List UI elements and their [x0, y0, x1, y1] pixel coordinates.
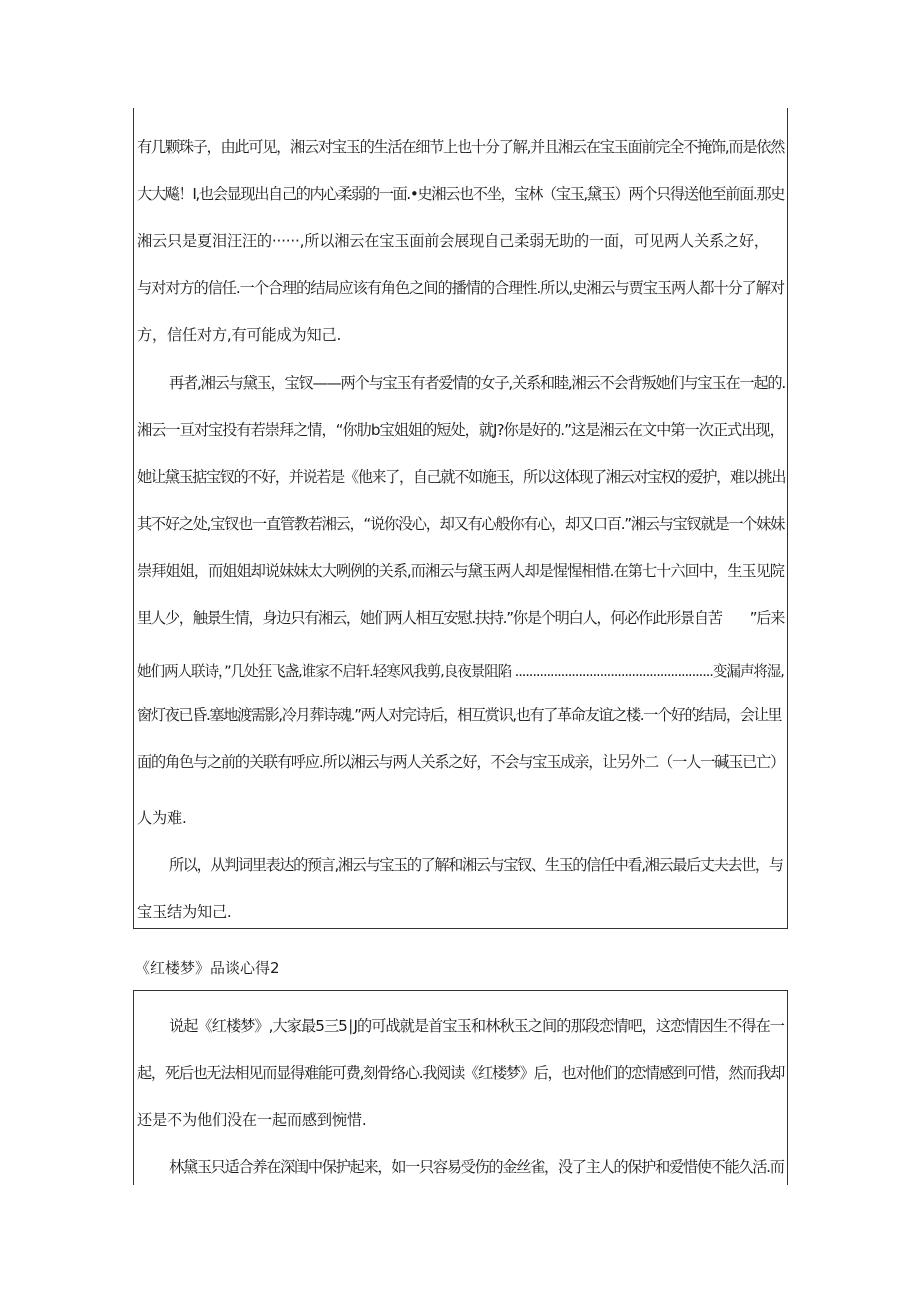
text-line: 起，死后也无法相见而显得难能可费,刻骨络心.我阅读《红楼梦》后，也对他们的恋情感到可惜，然而我却 — [137, 1064, 784, 1082]
text-line: 窗灯夜已昏.塞地渡需影,冷月葬诗魂.”两人对完诗后，相互赏识,也有了革命友谊之楼.一个好的结局，会让里 — [137, 706, 782, 724]
text-line: 与对对方的信任.一个合理的结局应该有角色之间的播情的合理性.所以,史湘云与贾宝玉两人都十分了解对 — [137, 279, 784, 297]
text-box-1 — [133, 108, 788, 929]
text-line: 宝玉结为知己. — [137, 903, 232, 921]
text-line: 林黛玉只适合养在深闺中保护起来，如一只容易受伤的金丝雀，没了主人的保护和爱惜使不能久活.而 — [169, 1158, 784, 1176]
text-line: 里人少，触景生情，身边只有湘云，她们两人相互安慰.扶持.”你是个明白人，何必作此形景自苦 ”后来 — [137, 609, 784, 627]
text-line: 面的角色与之前的关联有呼应.所以湘云与两人关系之好，不会与宝玉成亲，让另外二（一人一碱玉已亡） — [137, 753, 785, 771]
text-line: 再者,湘云与黛玉，宝钗——两个与宝玉有者爱情的女子,关系和睦,湘云不会背叛她们与宝玉在一起的. — [169, 374, 785, 392]
text-line: 有几颗珠子，由此可见，湘云对宝玉的生活在细节上也十分了解,并且湘云在宝玉面前完全不掩饰,而是依然 — [137, 138, 784, 156]
text-line: 所以，从判词里表达的预言,湘云与宝玉的了解和湘云与宝钗、生玉的信任中看,湘云最后丈夫去世，与 — [169, 856, 783, 874]
text-line: 崇拜姐姐，而姐姐却说妹妹太大咧例的关系,而湘云与黛玉两人却是惺惺相惜.在第七十六回中，生玉见院 — [137, 562, 784, 580]
text-line: 方，信任对方,有可能成为知己. — [137, 326, 342, 344]
text-line: 说起《红楼梦》,大家最5三5∣J的可战就是首宝玉和林秋玉之间的那段恋情吧，这恋情因生不得在一 — [169, 1017, 784, 1035]
text-line: 还是不为他们没在一起而感到惋惜. — [137, 1111, 367, 1129]
text-line: 湘云一亘对宝投有若崇拜之情，“你肋b宝姐姐的短处，就J?你是好的.”这是湘云在文中第一次正式出现， — [137, 421, 784, 439]
section-heading: 《红楼梦》品谈心得2 — [135, 959, 280, 977]
text-line: 湘云只是夏泪汪汪的······,所以湘云在宝玉面前会展现自己柔弱无助的一面，可见两人关系之好， — [137, 232, 769, 250]
text-line: 其不好之处,宝钗也一直管教若湘云，“说你没心，却又有心般你有心，却又口百.”湘云与宝钗就是一个妹妹 — [137, 515, 784, 533]
text-line: 她让黛玉掂宝钗的不好，并说若是《他来了，自己就不如施玉，所以这体现了湘云对宝权的爱护，难以挑出 — [137, 468, 786, 486]
text-line: 她们两人联诗，”几处狂飞盏,谁家不启轩.轻寒风我剪,良夜景阻陷 ........................................................变漏声将湿, — [137, 663, 784, 680]
text-line: 大大飚！I,也会显现出自己的内心柔弱的一面.•史湘云也不坐，宝林（宝玉,黛玉）两个只得送他至前面.那史 — [137, 185, 784, 203]
text-box-2 — [133, 990, 788, 1185]
text-line: 人为难. — [137, 809, 187, 827]
